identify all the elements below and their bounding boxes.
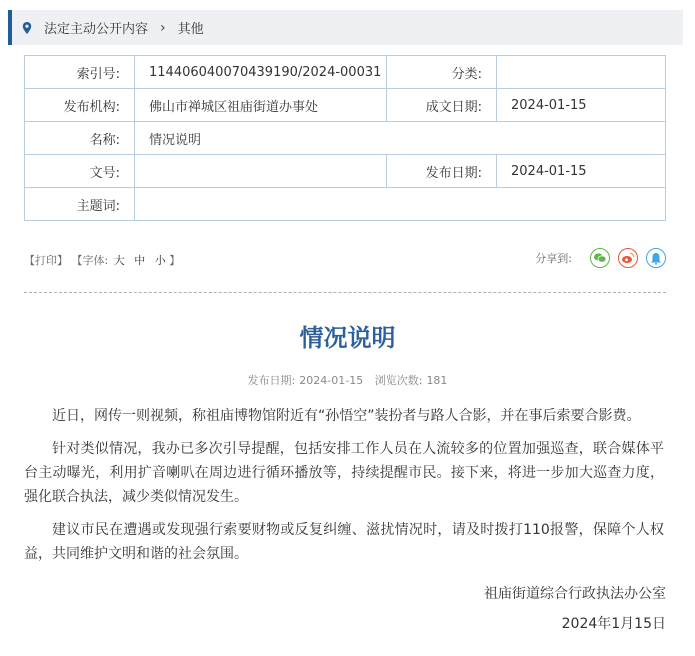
keywords-value (135, 188, 666, 221)
wechat-share-button[interactable] (590, 248, 610, 268)
doc-number-label: 文号: (25, 155, 135, 188)
article-toolbar (24, 248, 666, 270)
keywords-label: 主题词: (25, 188, 135, 221)
created-date-label: 成文日期: (387, 89, 497, 122)
chevron-right-icon: › (160, 19, 166, 36)
created-date-value: 2024-01-15 (497, 89, 666, 122)
index-value: 114406040070439190/2024-00031 (135, 56, 387, 89)
weibo-icon (621, 252, 635, 264)
article-body (24, 404, 664, 575)
font-size-suffix: 】 (169, 254, 181, 267)
index-label: 索引号: (25, 56, 135, 89)
table-row (25, 89, 666, 122)
article-paragraph: 建议市民在遭遇或发现强行索要财物或反复纠缠、滋扰情况时，请及时拨打110报警，保障个人权益，共同维护文明和谐的社会氛围。 (24, 522, 664, 562)
signature-org: 祖庙街道综合行政执法办公室 (484, 586, 666, 602)
article-paragraph: 近日，网传一则视频，称祖庙博物馆附近有“孙悟空”装扮者与路人合影，并在事后索要合影费。 (52, 408, 641, 424)
weibo-share-button[interactable] (618, 248, 638, 268)
font-small-button[interactable]: 小 (154, 254, 166, 267)
qq-bell-icon (650, 252, 662, 265)
print-font-tools (24, 252, 180, 268)
breadcrumb-section-link[interactable]: 法定主动公开内容 (44, 22, 149, 37)
qq-share-button[interactable] (646, 248, 666, 268)
font-size-prefix: 【字体: (71, 254, 109, 267)
article-title: 情况说明 (299, 324, 396, 352)
location-pin-icon (20, 21, 34, 35)
signature-date: 2024年1月15日 (561, 616, 666, 632)
table-row (25, 155, 666, 188)
table-row (25, 188, 666, 221)
published-date-label: 发布日期: (387, 155, 497, 188)
publish-info (0, 372, 695, 388)
dashed-divider (24, 292, 666, 293)
publish-date-label: 发布日期: (247, 374, 296, 387)
publisher-value: 佛山市禅城区祖庙街道办事处 (135, 89, 387, 122)
doc-number-value (135, 155, 387, 188)
publisher-label: 发布机构: (25, 89, 135, 122)
published-date-value: 2024-01-15 (497, 155, 666, 188)
share-label: 分享到: (535, 252, 572, 265)
font-medium-button[interactable]: 中 (134, 254, 146, 267)
article-paragraph: 针对类似情况，我办已多次引导提醒，包括安排工作人员在人流较多的位置加强巡查，联合媒体平台主动曝光，利用扩音喇叭在周边进行循环播放等，持续提醒市民。接下来，将进一步加大巡查力度，强化联合执法，减少类似情况发生。 (24, 441, 664, 505)
category-label: 分类: (387, 56, 497, 89)
view-count-label: 浏览次数: (374, 374, 423, 387)
category-value (497, 56, 666, 89)
table-row (25, 56, 666, 89)
name-value: 情况说明 (135, 122, 666, 155)
share-bar (535, 248, 666, 268)
view-count-value: 181 (426, 374, 448, 387)
breadcrumb-current[interactable]: 其他 (177, 22, 204, 37)
publish-date-value: 2024-01-15 (299, 374, 364, 387)
wechat-icon (593, 252, 607, 264)
table-row (25, 122, 666, 155)
font-large-button[interactable]: 大 (113, 254, 125, 267)
document-meta-table (24, 55, 666, 221)
print-button[interactable]: 【打印】 (24, 254, 68, 267)
breadcrumb (8, 10, 683, 45)
name-label: 名称: (25, 122, 135, 155)
